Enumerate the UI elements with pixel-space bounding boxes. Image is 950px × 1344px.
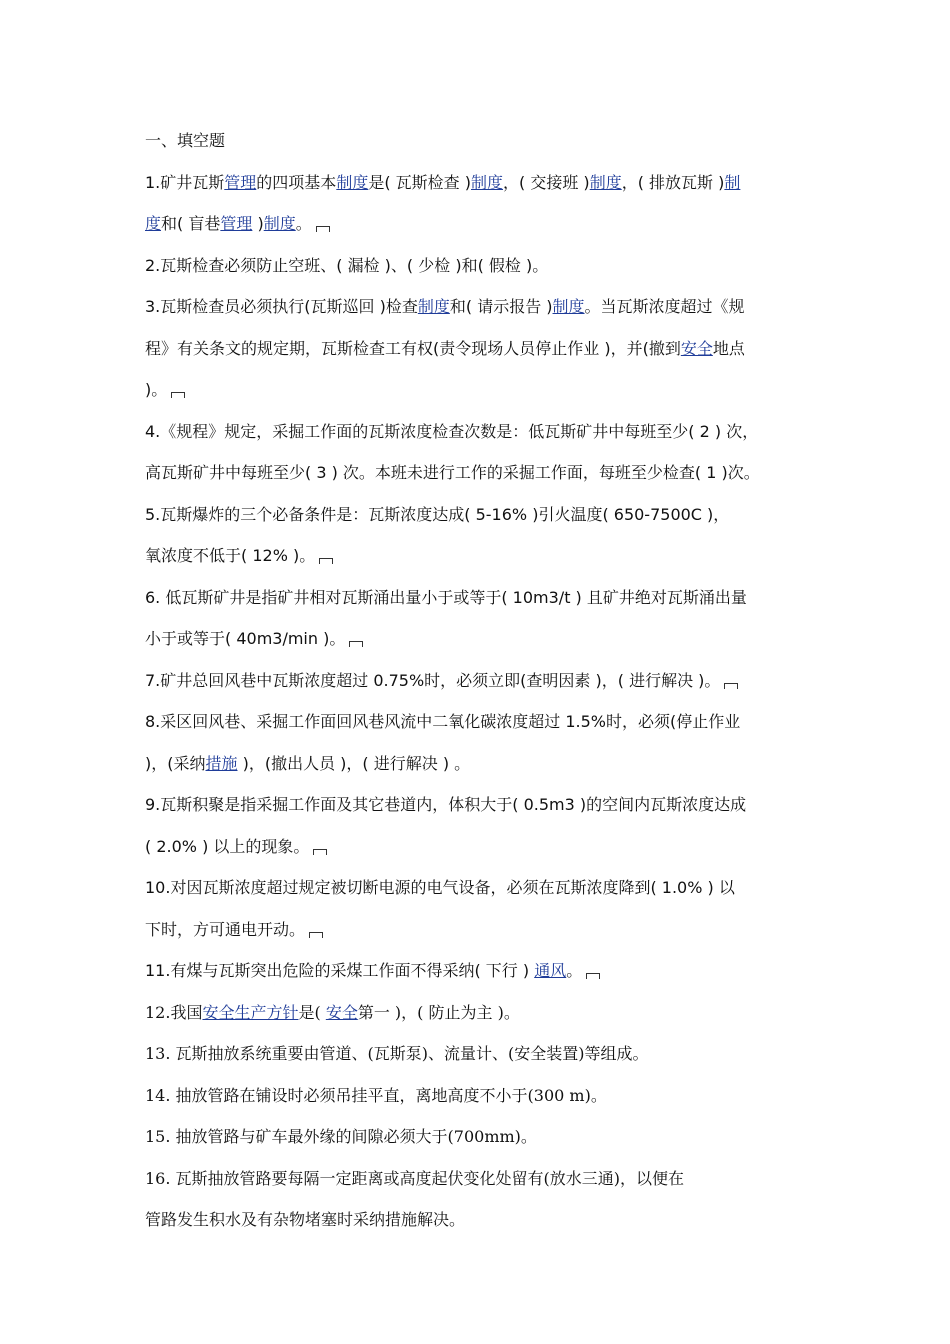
- section-title: 一、填空题: [145, 131, 226, 150]
- text-segment: 是( 瓦斯检查 ): [368, 172, 471, 192]
- text-line: [145, 203, 815, 245]
- text-segment: 。: [566, 961, 583, 980]
- text-segment: 8.采区回风巷、采掘工作面回风巷风流中二氧化碳浓度超过 1.5%时，必须(停止作业: [145, 712, 741, 731]
- text-line: [145, 1033, 815, 1075]
- text-segment: 4.《规程》规定，采掘工作面的瓦斯浓度检查次数是：低瓦斯矿井中每班至少( 2 ) 次，: [145, 421, 759, 441]
- paragraph-mark-icon: [724, 683, 738, 689]
- text-segment: ( 2.0% ) 以上的现象。: [145, 836, 310, 856]
- text-segment: 小于或等于( 40m3/min )。: [145, 629, 346, 648]
- text-line: [145, 162, 815, 204]
- text-line: [145, 369, 815, 411]
- text-line: [145, 577, 815, 619]
- text-line: [145, 1116, 815, 1158]
- paragraph-mark-icon: [316, 226, 330, 232]
- text-segment: )，(撤出人员 )，( 进行解决 ) 。: [237, 753, 471, 773]
- text-segment: 第一 )，( 防止为主 )。: [357, 1002, 520, 1022]
- paragraph-mark-icon: [313, 849, 327, 855]
- text-segment: ，( 排放瓦斯 ): [621, 172, 725, 192]
- text-segment: 9.瓦斯积聚是指采掘工作面及其它巷道内，体积大于( 0.5m3 )的空间内瓦斯浓度达成: [145, 795, 747, 814]
- text-segment: 6. 低瓦斯矿井是指矿井相对瓦斯涌出量小于或等于( 10m3/t ) 且矿井绝对瓦斯涌出量: [145, 587, 747, 607]
- text-segment: 的四项基本: [256, 172, 337, 192]
- hyperlink[interactable]: 制: [724, 172, 741, 192]
- text-segment: 程》有关条文的规定期，瓦斯检查工有权(责令现场人员停止作业 )，并(撤到: [145, 338, 681, 358]
- text-segment: 。: [295, 214, 312, 233]
- text-line: [145, 950, 815, 992]
- hyperlink[interactable]: 制度: [336, 172, 369, 192]
- text-segment: 14. 抽放管路在铺设时必须吊挂平直，离地高度不小于(300 m)。: [145, 1085, 607, 1105]
- paragraph-mark-icon: [586, 973, 600, 979]
- text-segment: 12.我国: [145, 1002, 203, 1022]
- hyperlink[interactable]: 制度: [263, 214, 296, 233]
- text-line: [145, 826, 815, 868]
- text-segment: 是(: [298, 1002, 326, 1022]
- text-segment: 10.对因瓦斯浓度超过规定被切断电源的电气设备，必须在瓦斯浓度降到( 1.0% ) 以: [145, 878, 735, 897]
- hyperlink[interactable]: 管理: [224, 172, 257, 192]
- text-segment: 氧浓度不低于( 12% )。: [145, 546, 316, 565]
- document-body: [145, 120, 815, 1241]
- text-line: [145, 1158, 815, 1200]
- text-segment: 高瓦斯矿井中每班至少( 3 ) 次。本班未进行工作的采掘工作面，每班至少检查( 1 )次。: [145, 463, 760, 482]
- text-line: [145, 452, 815, 494]
- text-line: [145, 245, 815, 287]
- text-line: [145, 535, 815, 577]
- text-segment: 下时，方可通电开动。: [145, 919, 306, 939]
- text-segment: 15. 抽放管路与矿车最外缘的间隙必须大于(700mm)。: [145, 1127, 537, 1146]
- paragraph-mark-icon: [309, 932, 323, 938]
- text-line: [145, 701, 815, 743]
- text-segment: 和( 盲巷: [161, 214, 221, 233]
- text-segment: 地点: [712, 338, 745, 358]
- hyperlink[interactable]: 制度: [552, 297, 585, 316]
- text-line: [145, 1199, 815, 1241]
- text-line: [145, 1075, 815, 1117]
- text-segment: 13. 瓦斯抽放系统重要由管道、(瓦斯泵)、流量计、(安全装置)等组成。: [145, 1044, 649, 1063]
- text-line: [145, 867, 815, 909]
- text-line: [145, 909, 815, 951]
- text-line: [145, 494, 815, 536]
- text-segment: )，(采纳: [145, 753, 206, 773]
- text-segment: 16. 瓦斯抽放管路要每隔一定距离或高度起伏变化处留有(放水三通)，以便在: [145, 1168, 685, 1188]
- paragraph-mark-icon: [319, 558, 333, 564]
- hyperlink[interactable]: 制度: [589, 172, 622, 192]
- text-segment: )。: [145, 380, 168, 399]
- text-segment: 11.有煤与瓦斯突出危险的采煤工作面不得采纳( 下行 ): [145, 961, 535, 980]
- text-segment: 7.矿井总回风巷中瓦斯浓度超过 0.75%时，必须立即(查明因素 )，( 进行解决 )。: [145, 670, 721, 690]
- text-line: [145, 784, 815, 826]
- text-segment: 1.矿井瓦斯: [145, 172, 225, 192]
- text-segment: 3.瓦斯检查员必须执行(瓦斯巡回 )检查: [145, 297, 418, 316]
- text-segment: ，( 交接班 ): [503, 172, 590, 192]
- text-segment: ): [252, 214, 264, 233]
- hyperlink[interactable]: 制度: [471, 172, 504, 192]
- paragraph-mark-icon: [349, 641, 363, 647]
- hyperlink[interactable]: 制度: [417, 297, 450, 316]
- text-line: [145, 286, 815, 328]
- hyperlink[interactable]: 度: [145, 214, 162, 233]
- hyperlink[interactable]: 通风: [534, 961, 567, 980]
- hyperlink[interactable]: 措施: [205, 753, 238, 773]
- text-line: [145, 411, 815, 453]
- text-line: [145, 660, 815, 702]
- text-line: [145, 618, 815, 660]
- text-segment: 。当瓦斯浓度超过《规: [584, 297, 745, 316]
- hyperlink[interactable]: 安全: [325, 1002, 358, 1022]
- text-line: [145, 992, 815, 1034]
- text-segment: 5.瓦斯爆炸的三个必备条件是：瓦斯浓度达成( 5-16% )引火温度( 650-7500C )，: [145, 504, 730, 524]
- text-segment: 管路发生积水及有杂物堵塞时采纳措施解决。: [145, 1210, 466, 1229]
- text-segment: 2.瓦斯检查必须防止空班、( 漏检 )、( 少检 )和( 假检 )。: [145, 255, 549, 275]
- hyperlink[interactable]: 安全: [680, 338, 713, 358]
- hyperlink[interactable]: 安全生产方针: [202, 1002, 299, 1022]
- text-line: [145, 328, 815, 370]
- paragraph-mark-icon: [171, 392, 185, 398]
- hyperlink[interactable]: 管理: [220, 214, 253, 233]
- text-segment: 和( 请示报告 ): [449, 297, 553, 316]
- text-line: [145, 743, 815, 785]
